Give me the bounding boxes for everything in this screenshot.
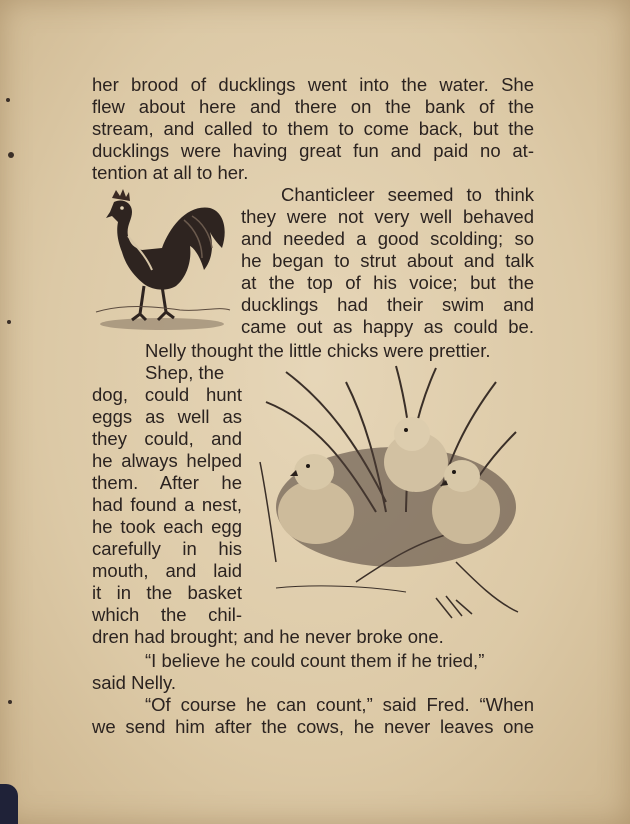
text-line: we send him after the cows, he never leaves one	[92, 716, 534, 737]
text-line: ducklings had their swim and	[241, 294, 534, 315]
text-line: they were not very well behaved	[241, 206, 534, 227]
text-line: he took each egg	[92, 516, 242, 537]
text-line: dog, could hunt	[92, 384, 242, 405]
text-line: her brood of ducklings went into the water. She	[92, 74, 534, 95]
text-line: came out as happy as could be.	[241, 316, 534, 337]
text-line: carefully in his	[92, 538, 242, 559]
text-line: mouth, and laid	[92, 560, 242, 581]
text-line: had found a nest,	[92, 494, 242, 515]
text-line: “Of course he can count,” said Fred. “When	[145, 694, 534, 715]
text-line: ducklings were having great fun and paid no at-	[92, 140, 534, 161]
text-line: which the chil-	[92, 604, 242, 625]
chicks-illustration	[256, 362, 526, 624]
text-line: them. After he	[92, 472, 242, 493]
text-line: he always helped	[92, 450, 242, 471]
text-line: said Nelly.	[92, 672, 176, 693]
text-line: Nelly thought the little chicks were prettier.	[145, 340, 491, 361]
page-speck	[7, 320, 11, 324]
page-speck	[6, 98, 10, 102]
text-line: stream, and called to them to come back, but the	[92, 118, 534, 139]
rooster-illustration	[92, 186, 232, 334]
text-line: he began to strut about and talk	[241, 250, 534, 271]
page-speck	[8, 152, 14, 158]
text-line: flew about here and there on the bank of the	[92, 96, 534, 117]
text-line: dren had brought; and he never broke one.	[92, 626, 444, 647]
text-line: and needed a good scolding; so	[241, 228, 534, 249]
text-line: they could, and	[92, 428, 242, 449]
page-speck	[8, 700, 12, 704]
text-line: “I believe he could count them if he tried,”	[145, 650, 485, 671]
text-line: eggs as well as	[92, 406, 242, 427]
text-line: Chanticleer seemed to think	[281, 184, 534, 205]
text-line: tention at all to her.	[92, 162, 249, 183]
text-line: it in the basket	[92, 582, 242, 603]
text-line: Shep, the	[145, 362, 225, 383]
page-corner-shadow	[0, 784, 18, 824]
text-line: at the top of his voice; but the	[241, 272, 534, 293]
